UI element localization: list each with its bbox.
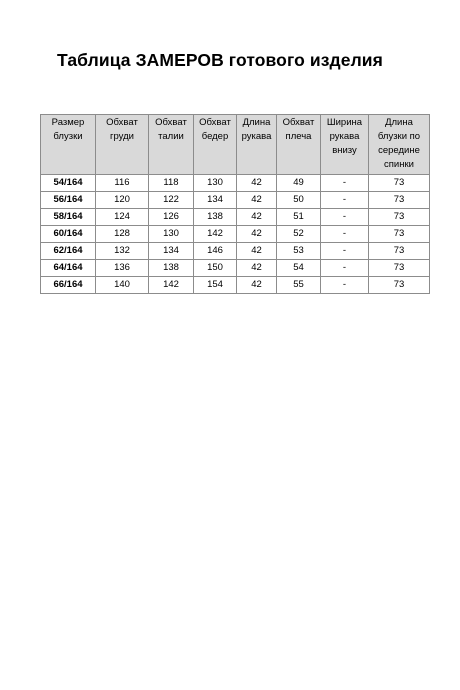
sleeve-width-cell: - (321, 192, 369, 209)
header-size: Размер блузки (41, 115, 96, 175)
hips-cell: 134 (194, 192, 237, 209)
header-hips: Обхват бедер (194, 115, 237, 175)
sleeve-length-cell: 42 (237, 243, 277, 260)
hips-cell: 150 (194, 260, 237, 277)
sleeve-width-cell: - (321, 277, 369, 294)
back-length-cell: 73 (369, 260, 430, 277)
table-row (41, 209, 430, 226)
shoulder-cell: 53 (277, 243, 321, 260)
chest-cell: 140 (96, 277, 149, 294)
hips-cell: 154 (194, 277, 237, 294)
table-row (41, 175, 430, 192)
header-sleeve-length: Длина рукава (237, 115, 277, 175)
waist-cell: 138 (149, 260, 194, 277)
waist-cell: 130 (149, 226, 194, 243)
hips-cell: 142 (194, 226, 237, 243)
chest-cell: 128 (96, 226, 149, 243)
sleeve-width-cell: - (321, 260, 369, 277)
sleeve-length-cell: 42 (237, 277, 277, 294)
waist-cell: 134 (149, 243, 194, 260)
shoulder-cell: 54 (277, 260, 321, 277)
waist-cell: 142 (149, 277, 194, 294)
sleeve-length-cell: 42 (237, 192, 277, 209)
hips-cell: 130 (194, 175, 237, 192)
back-length-cell: 73 (369, 192, 430, 209)
header-shoulder: Обхват плеча (277, 115, 321, 175)
sleeve-width-cell: - (321, 243, 369, 260)
back-length-cell: 73 (369, 175, 430, 192)
chest-cell: 120 (96, 192, 149, 209)
waist-cell: 122 (149, 192, 194, 209)
sleeve-width-cell: - (321, 209, 369, 226)
table-row (41, 277, 430, 294)
back-length-cell: 73 (369, 209, 430, 226)
header-row (41, 115, 430, 175)
table-row (41, 226, 430, 243)
waist-cell: 118 (149, 175, 194, 192)
page-title: Таблица ЗАМЕРОВ готового изделия (57, 50, 383, 70)
header-back-length: Длина блузки по середине спинки (369, 115, 430, 175)
shoulder-cell: 52 (277, 226, 321, 243)
table-row (41, 243, 430, 260)
size-cell: 60/164 (41, 226, 96, 243)
waist-cell: 126 (149, 209, 194, 226)
header-sleeve-width: Ширина рукава внизу (321, 115, 369, 175)
size-cell: 56/164 (41, 192, 96, 209)
chest-cell: 132 (96, 243, 149, 260)
sleeve-width-cell: - (321, 226, 369, 243)
sleeve-width-cell: - (321, 175, 369, 192)
back-length-cell: 73 (369, 243, 430, 260)
size-cell: 62/164 (41, 243, 96, 260)
shoulder-cell: 50 (277, 192, 321, 209)
chest-cell: 124 (96, 209, 149, 226)
table-row (41, 192, 430, 209)
shoulder-cell: 55 (277, 277, 321, 294)
sleeve-length-cell: 42 (237, 226, 277, 243)
table-header (41, 115, 430, 175)
size-cell: 64/164 (41, 260, 96, 277)
size-cell: 66/164 (41, 277, 96, 294)
header-chest: Обхват груди (96, 115, 149, 175)
header-waist: Обхват талии (149, 115, 194, 175)
size-cell: 54/164 (41, 175, 96, 192)
hips-cell: 146 (194, 243, 237, 260)
table-body (41, 175, 430, 294)
sleeve-length-cell: 42 (237, 175, 277, 192)
sleeve-length-cell: 42 (237, 209, 277, 226)
chest-cell: 116 (96, 175, 149, 192)
measurements-table (40, 114, 430, 294)
size-cell: 58/164 (41, 209, 96, 226)
back-length-cell: 73 (369, 226, 430, 243)
chest-cell: 136 (96, 260, 149, 277)
hips-cell: 138 (194, 209, 237, 226)
shoulder-cell: 51 (277, 209, 321, 226)
table-row (41, 260, 430, 277)
shoulder-cell: 49 (277, 175, 321, 192)
back-length-cell: 73 (369, 277, 430, 294)
sleeve-length-cell: 42 (237, 260, 277, 277)
